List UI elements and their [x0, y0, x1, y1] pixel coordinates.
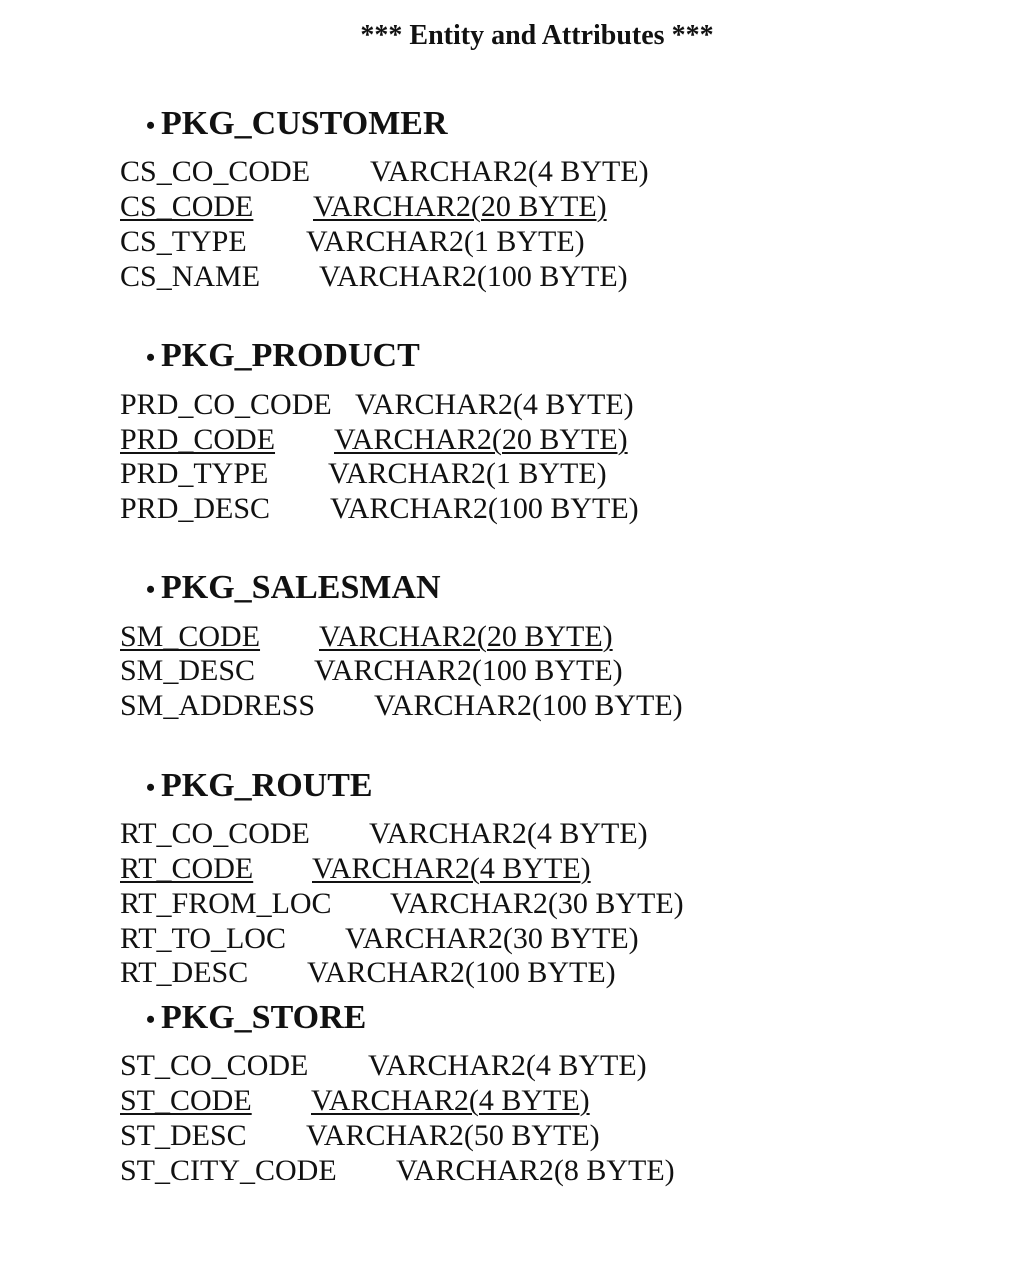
entity-heading-route [146, 766, 373, 808]
attribute-type: VARCHAR2(100 BYTE) [319, 260, 628, 293]
entity-heading-product [146, 336, 420, 378]
bullet-icon: • [146, 1005, 156, 1035]
attribute-name: SM_ADDRESS [120, 689, 316, 722]
attribute-type: VARCHAR2(4 BYTE) [369, 817, 648, 850]
attribute-name: RT_DESC [120, 956, 249, 989]
attribute-type: VARCHAR2(50 BYTE) [306, 1119, 600, 1152]
attribute-type: VARCHAR2(30 BYTE) [345, 922, 639, 955]
attribute-type-primary-key: VARCHAR2(20 BYTE) [319, 620, 613, 653]
attribute-type: VARCHAR2(1 BYTE) [328, 457, 607, 490]
attribute-type: VARCHAR2(1 BYTE) [306, 225, 585, 258]
bullet-icon: • [146, 111, 156, 141]
attribute-type: VARCHAR2(4 BYTE) [370, 155, 649, 188]
attribute-name: PRD_DESC [120, 492, 271, 525]
entity-name: PKG_PRODUCT [161, 337, 420, 374]
attribute-name: RT_TO_LOC [120, 922, 286, 955]
entity-name: PKG_CUSTOMER [161, 105, 448, 142]
entity-name: PKG_SALESMAN [161, 569, 441, 606]
attribute-name: SM_DESC [120, 654, 256, 687]
attribute-name-primary-key: PRD_CODE [120, 423, 276, 456]
attribute-type-primary-key: VARCHAR2(20 BYTE) [334, 423, 628, 456]
attribute-name: PRD_TYPE [120, 457, 269, 490]
entity-heading-store [146, 998, 366, 1040]
attribute-type: VARCHAR2(30 BYTE) [390, 887, 684, 920]
attribute-name: ST_DESC [120, 1119, 247, 1152]
attribute-type-primary-key: VARCHAR2(4 BYTE) [312, 852, 591, 885]
attribute-name-primary-key: RT_CODE [120, 852, 254, 885]
attribute-type: VARCHAR2(100 BYTE) [374, 689, 683, 722]
entity-name: PKG_STORE [161, 999, 367, 1036]
attribute-type: VARCHAR2(100 BYTE) [330, 492, 639, 525]
attribute-type: VARCHAR2(100 BYTE) [314, 654, 623, 687]
attribute-name: RT_CO_CODE [120, 817, 310, 850]
bullet-icon: • [146, 343, 156, 373]
entity-heading-customer [146, 104, 448, 146]
attribute-name: ST_CO_CODE [120, 1049, 309, 1082]
attribute-name: ST_CITY_CODE [120, 1154, 337, 1187]
entity-name: PKG_ROUTE [161, 767, 373, 804]
attribute-type-primary-key: VARCHAR2(4 BYTE) [311, 1084, 590, 1117]
attribute-type: VARCHAR2(8 BYTE) [396, 1154, 675, 1187]
attribute-name-primary-key: CS_CODE [120, 190, 254, 223]
attribute-name: PRD_CO_CODE [120, 388, 332, 421]
attribute-type: VARCHAR2(100 BYTE) [307, 956, 616, 989]
entity-heading-salesman [146, 568, 441, 610]
bullet-icon: • [146, 575, 156, 605]
attribute-name: CS_CO_CODE [120, 155, 311, 188]
attribute-name: CS_NAME [120, 260, 261, 293]
attribute-name-primary-key: SM_CODE [120, 620, 261, 653]
attribute-name: RT_FROM_LOC [120, 887, 332, 920]
bullet-icon: • [146, 773, 156, 803]
page-title: *** Entity and Attributes *** [360, 20, 714, 51]
attribute-type: VARCHAR2(4 BYTE) [368, 1049, 647, 1082]
attribute-type-primary-key: VARCHAR2(20 BYTE) [313, 190, 607, 223]
attribute-name-primary-key: ST_CODE [120, 1084, 252, 1117]
attribute-type: VARCHAR2(4 BYTE) [355, 388, 634, 421]
attribute-name: CS_TYPE [120, 225, 247, 258]
